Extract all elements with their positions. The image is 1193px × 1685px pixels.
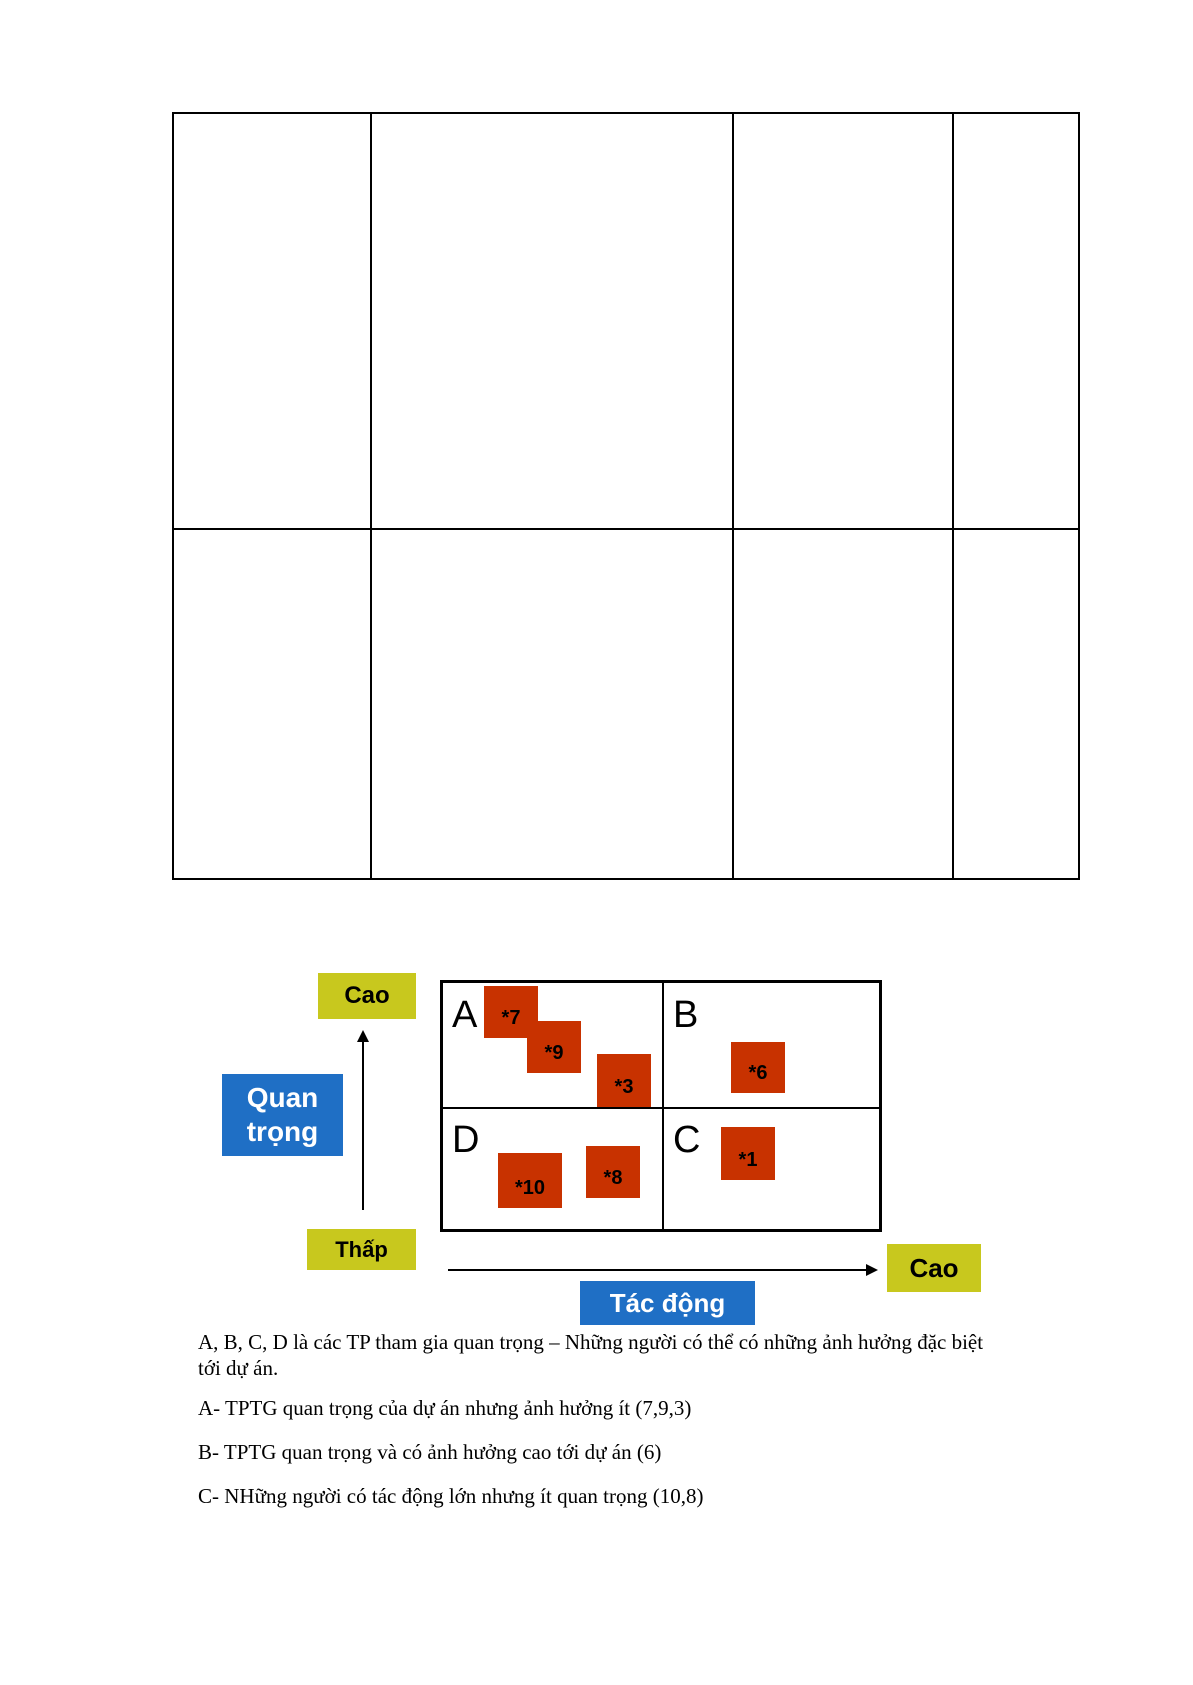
table-cell	[371, 529, 733, 879]
x-axis-arrowhead	[866, 1264, 878, 1276]
x-axis-title: Tác động	[580, 1281, 755, 1325]
stakeholder-box-1: *1	[721, 1127, 775, 1180]
intro-line-2: tới dự án.	[198, 1356, 279, 1380]
quadrant-c-description: C- NHững người có tác động lớn nhưng ít quan trọng (10,8)	[198, 1484, 704, 1508]
table-row	[173, 529, 1079, 879]
stakeholder-box-10: *10	[498, 1153, 562, 1208]
quadrant-a-description: A- TPTG quan trọng của dự án nhưng ảnh hưởng ít (7,9,3)	[198, 1396, 692, 1420]
quadrant-label-b: B	[673, 994, 699, 1036]
stakeholder-box-6: *6	[731, 1042, 785, 1093]
quadrant-b-description: B- TPTG quan trọng và có ảnh hưởng cao tới dự án (6)	[198, 1440, 662, 1464]
y-axis-title	[222, 1074, 343, 1156]
quadrant-label-c: C	[673, 1119, 701, 1161]
y-axis-title-line2: trọng	[246, 1116, 319, 1147]
table-row	[173, 113, 1079, 529]
y-axis-arrowhead	[357, 1030, 369, 1042]
x-axis-high-label: Cao	[887, 1244, 981, 1292]
stakeholder-box-7: *7	[484, 986, 538, 1038]
stakeholder-box-9: *9	[527, 1021, 581, 1073]
table-cell	[173, 113, 371, 529]
quadrant-divider-horizontal	[443, 1107, 879, 1109]
empty-table	[172, 112, 1080, 880]
table-cell	[733, 529, 953, 879]
intro-line-1: A, B, C, D là các TP tham gia quan trọng – Những người có thể có những ảnh hưởng đặc biệt	[198, 1330, 984, 1354]
y-axis-title-line1: Quan	[246, 1082, 319, 1113]
quadrant-label-d: D	[452, 1119, 480, 1161]
table-cell	[173, 529, 371, 879]
stakeholder-box-8: *8	[586, 1146, 640, 1198]
table-cell	[953, 113, 1079, 529]
table-cell	[953, 529, 1079, 879]
quadrant-label-a: A	[452, 994, 478, 1036]
y-axis-line	[362, 1040, 364, 1210]
x-axis-line	[448, 1269, 868, 1271]
table-cell	[371, 113, 733, 529]
stakeholder-box-3: *3	[597, 1054, 651, 1107]
quadrant-divider-vertical	[662, 983, 664, 1229]
table-cell	[733, 113, 953, 529]
y-axis-high-label: Cao	[318, 973, 416, 1019]
y-axis-low-label: Thấp	[307, 1229, 416, 1270]
